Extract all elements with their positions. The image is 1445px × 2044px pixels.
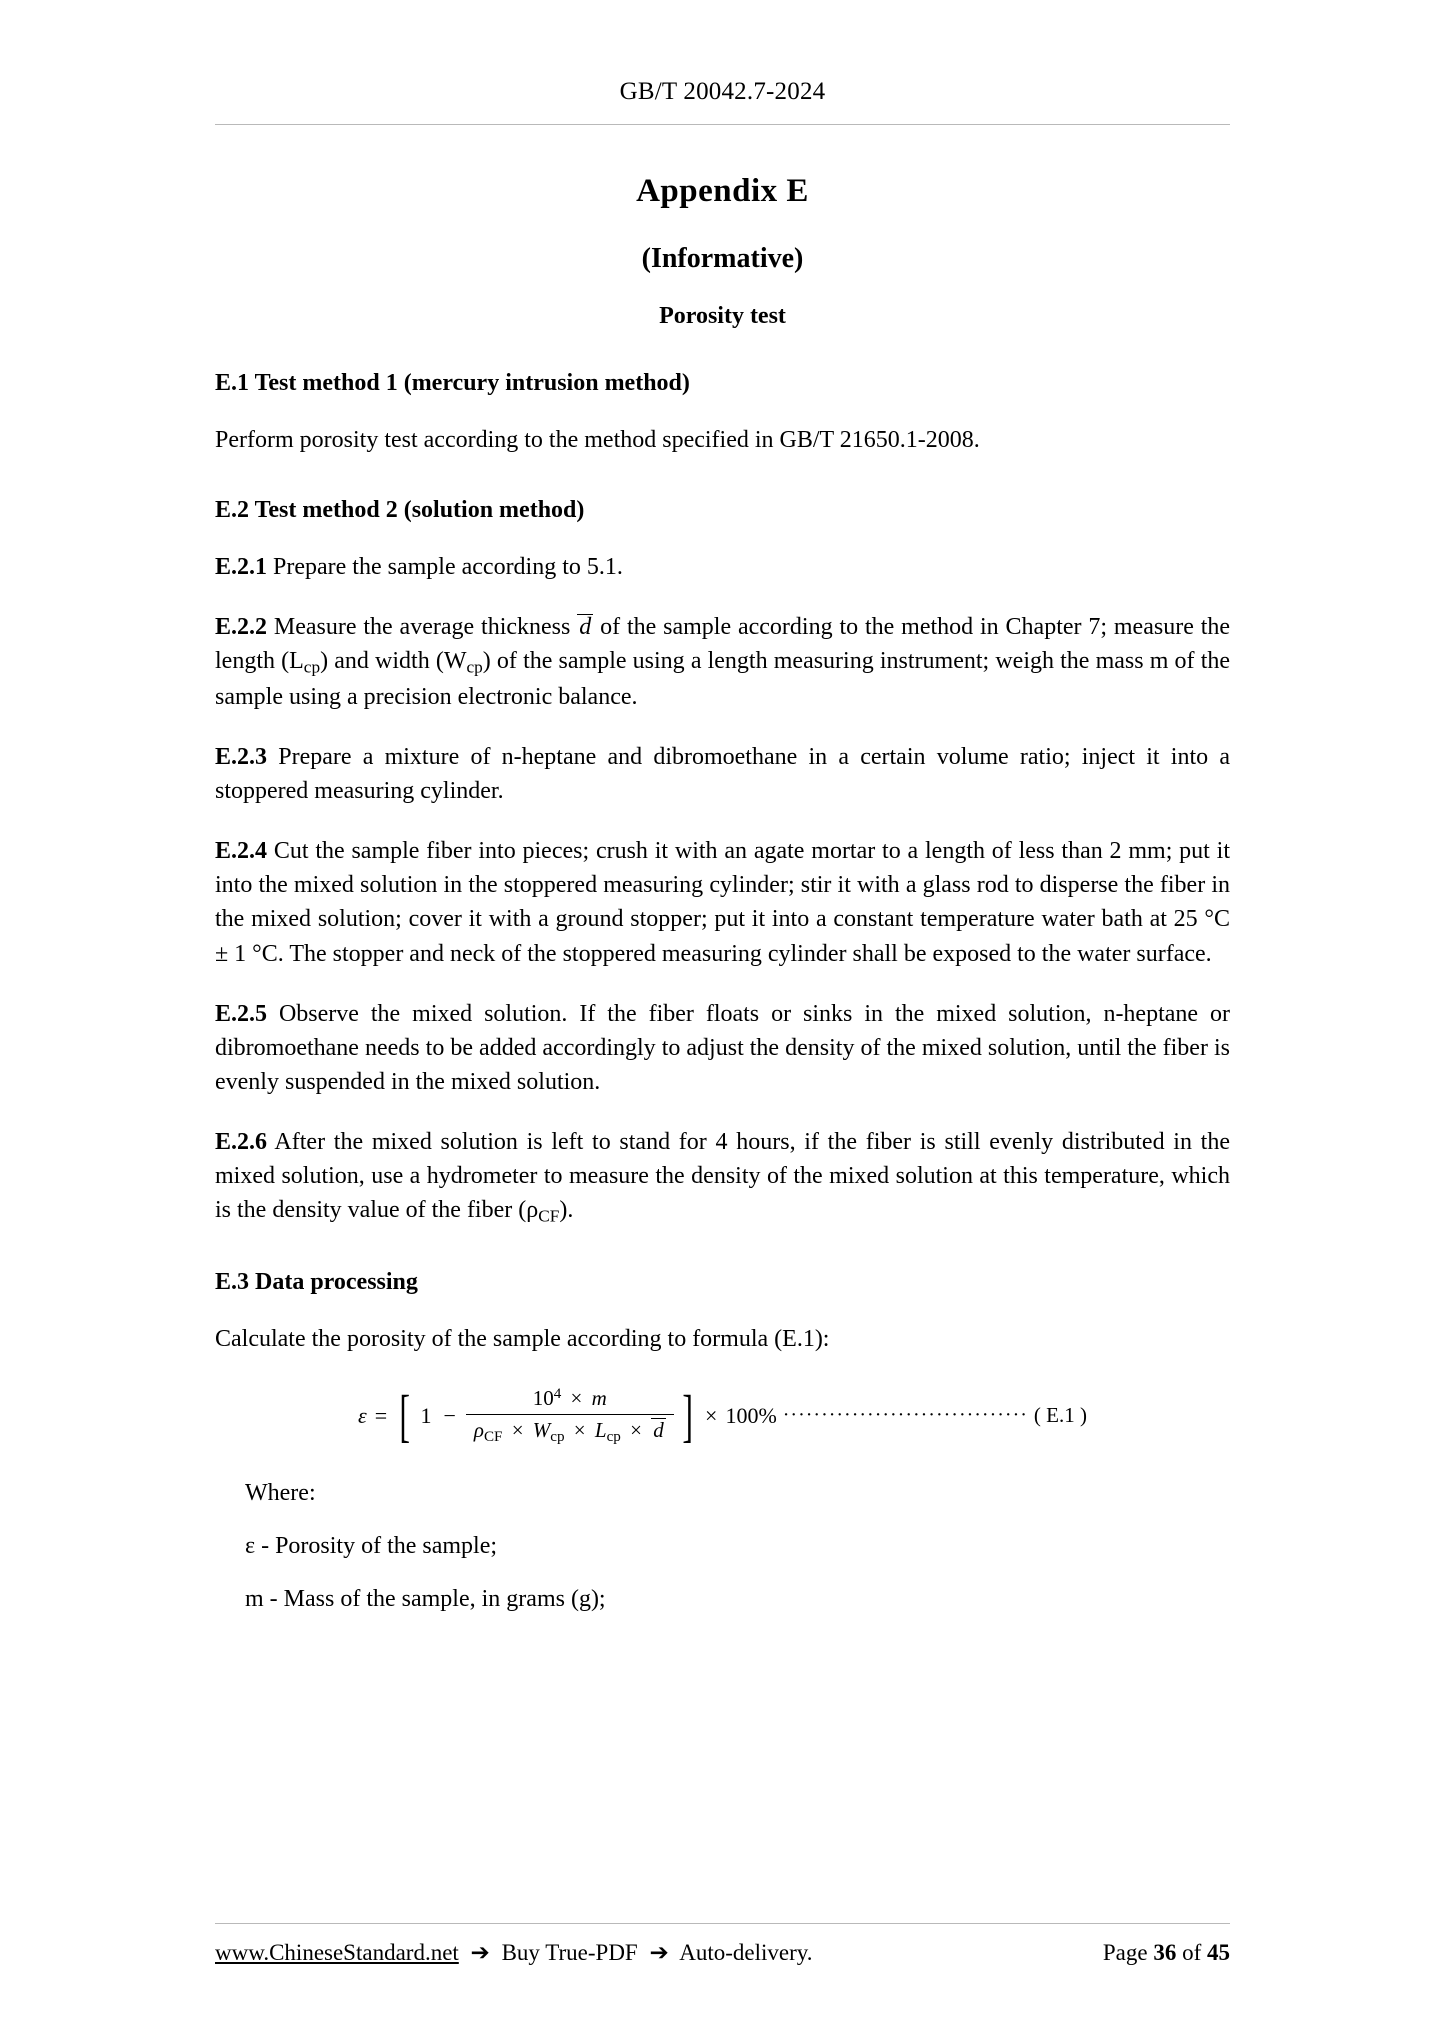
- section-heading-e2: E.2 Test method 2 (solution method): [215, 497, 585, 524]
- formula-number: ( E.1 ): [1033, 1403, 1087, 1428]
- footer-website-link[interactable]: www.ChineseStandard.net: [215, 1940, 459, 1965]
- fraction-numerator: [525, 1386, 615, 1414]
- paragraph-e26: [215, 1125, 1230, 1229]
- denominator-times-1: ×: [511, 1417, 524, 1442]
- arrow-right-icon: ➔: [470, 1940, 490, 1965]
- paragraph-e24: [215, 834, 1230, 970]
- footer-delivery-text: Auto-delivery.: [679, 1940, 813, 1965]
- denominator-rho-sub: CF: [483, 1428, 503, 1445]
- subscript-lcp: cp: [303, 657, 321, 677]
- clause-text-e21: Prepare the sample according to 5.1.: [273, 554, 623, 581]
- denominator-mean-thickness: d: [653, 1417, 664, 1442]
- list-item: m - Mass of the sample, in grams (g);: [245, 1585, 606, 1612]
- formula-expression: [358, 1382, 777, 1448]
- footer-page-indicator: [1103, 1940, 1230, 1966]
- formula-equals: =: [374, 1402, 388, 1428]
- denominator-l-sub: cp: [606, 1428, 621, 1445]
- numerator-times: ×: [570, 1385, 583, 1410]
- formula-e1: [215, 1382, 1230, 1448]
- paragraph-e1-body: Perform porosity test according to the method specified in GB/T 21650.1-2008.: [215, 427, 980, 453]
- page-total: 45: [1207, 1940, 1230, 1965]
- clause-text-e22-part3: ) and width (W: [320, 648, 467, 675]
- where-label: Where:: [245, 1479, 316, 1506]
- paragraph-e25: [215, 997, 1230, 1099]
- clause-label-e22: E.2.2: [215, 614, 268, 641]
- subscript-rho-cf: CF: [538, 1206, 560, 1226]
- paragraph-e3-body: Calculate the porosity of the sample according to formula (E.1):: [215, 1325, 830, 1352]
- clause-text-e22-part2: of the sample according to the method in Chapter 7; measure the length (L: [215, 614, 1231, 675]
- formula-percent: 100%: [725, 1402, 777, 1428]
- denominator-times-2: ×: [573, 1417, 586, 1442]
- denominator-w-sub: cp: [550, 1428, 565, 1445]
- formula-times-100: ×: [705, 1402, 718, 1428]
- appendix-title: Appendix E: [636, 173, 809, 209]
- symbol-definition-list: [215, 1533, 1230, 1613]
- fraction-denominator: [466, 1414, 674, 1446]
- footer-left: [215, 1940, 813, 1966]
- formula-fraction: [466, 1386, 674, 1446]
- section-heading-e1: E.1 Test method 1 (mercury intrusion method): [215, 370, 690, 396]
- numerator-base: 10: [532, 1385, 554, 1410]
- clause-text-e25: Observe the mixed solution. If the fiber floats or sinks in the mixed solution, n-heptane or dibromoethane needs to be added accordingly to adjust the density of the mixed solution, until the fiber is evenly suspended in the mixed solution.: [215, 1000, 1230, 1095]
- page-header: [215, 0, 1230, 106]
- formula-one: 1: [420, 1402, 432, 1428]
- symbol-mean-thickness: d: [579, 614, 592, 641]
- section-heading-e3: E.3 Data processing: [215, 1268, 418, 1295]
- footer-divider: [215, 1923, 1230, 1924]
- appendix-subject: Porosity test: [659, 303, 786, 329]
- list-item: ε - Porosity of the sample;: [245, 1532, 498, 1559]
- denominator-rho: ρ: [473, 1417, 484, 1442]
- numerator-variable-m: m: [591, 1385, 607, 1410]
- denominator-times-3: ×: [630, 1417, 642, 1442]
- clause-label-e23: E.2.3: [215, 744, 268, 771]
- appendix-type: (Informative): [641, 243, 804, 274]
- clause-text-e22-part4: ) of the sample using a length measuring instrument; weigh the mass m of the sample using a precision electronic balance.: [215, 648, 1231, 711]
- page-number: 36: [1153, 1940, 1177, 1965]
- subscript-wcp: cp: [466, 657, 483, 677]
- clause-label-e25: E.2.5: [215, 1000, 268, 1027]
- paragraph-e23: [215, 740, 1230, 808]
- page-word: Page: [1102, 1940, 1148, 1965]
- clause-text-e24: Cut the sample fiber into pieces; crush it with an agate mortar to a length of less than 2 mm; put it into the mixed solution in the stoppered measuring cylinder; stir it with a glass rod to disperse the fiber in the mixed solution; cover it with a ground stopper; put it into a constant temperature water bath at 25 °C ± 1 °C. The stopper and neck of the stoppered measuring cylinder shall be exposed to the water surface.: [215, 838, 1230, 967]
- clause-text-e26-part2: ).: [559, 1197, 574, 1224]
- numerator-exponent: 4: [553, 1386, 562, 1403]
- clause-text-e26-part1: After the mixed solution is left to stand for 4 hours, if the fiber is still evenly distributed in the mixed solution, use a hydrometer to measure the density of the mixed solution at this temperature, which is the density value of the fiber (ρ: [215, 1128, 1230, 1224]
- footer-row: [215, 1940, 1230, 1966]
- denominator-w: W: [532, 1417, 551, 1442]
- formula-minus: −: [443, 1402, 456, 1428]
- paragraph-e22: [215, 610, 1230, 714]
- clause-text-e23: Prepare a mixture of n-heptane and dibromoethane in a certain volume ratio; inject it into a stoppered measuring cylinder.: [215, 744, 1231, 805]
- header-divider: [215, 124, 1230, 125]
- footer-buy-text: Buy True-PDF: [501, 1940, 638, 1965]
- formula-epsilon: ε: [358, 1402, 367, 1428]
- arrow-right-icon: ➔: [649, 1940, 669, 1965]
- clause-label-e24: E.2.4: [215, 838, 268, 865]
- clause-text-e22-part1: Measure the average thickness: [273, 614, 571, 641]
- bracket-open: [: [399, 1382, 411, 1448]
- denominator-l: L: [594, 1417, 607, 1442]
- bracket-close: ]: [682, 1382, 693, 1448]
- formula-leader-dots: ································: [782, 1404, 1028, 1427]
- standard-id: GB/T 20042.7-2024: [619, 78, 826, 105]
- of-word: of: [1182, 1940, 1202, 1965]
- clause-label-e21: E.2.1: [215, 554, 268, 581]
- page-footer: [215, 1923, 1230, 1966]
- clause-label-e26: E.2.6: [215, 1128, 268, 1155]
- paragraph-e21: [215, 550, 1230, 584]
